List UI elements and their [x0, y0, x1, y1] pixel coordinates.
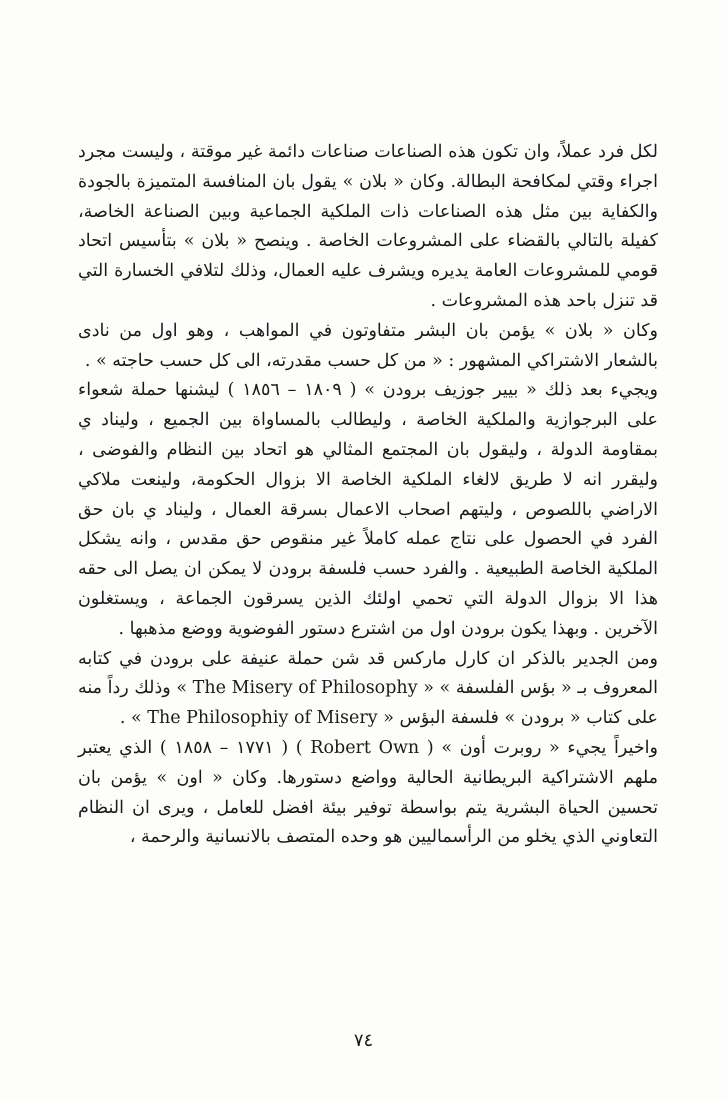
paragraph-4: ومن الجدير بالذكر ان كارل ماركس قد شن حملة عنيفة على برودن في كتابه المعروف بـ « بؤس الفلسفة » « The Misery of Philosophy » وذلك رداً منه على كتاب « برودن » فلسفة البؤس « The Philosophiy of Misery » .: [78, 648, 658, 729]
page-number: ٧٤: [353, 1030, 374, 1051]
paragraph-1: لكل فرد عملاً، وان تكون هذه الصناعات صناعات دائمة غير موقتة ، وليست مجرد اجراء وقتي لمكافحة البطالة. وكان « بلان » يقول بان المنافسة المتميزة بالجودة والكفاية بين مثل هذه الصناعات ذات الملكية الجماعية وبين الصناعة الخاصة، كفيلة بالتالي بالقضاء على المشروعات الخاصة . وينصح « بلان » بتأسيس اتحاد قومي للمشروعات العامة يديره ويشرف عليه العمال، وذلك لتلافي الخسارة التي قد تنزل باحد هذه المشروعات .: [78, 142, 658, 311]
paragraph-3: ويجيء بعد ذلك « بيير جوزيف برودن » ( ١٨٠٩ – ١٨٥٦ ) ليشنها حملة شعواء على البرجوازية والملكية الخاصة ، وليطالب بالمساواة بين الجميع ، وليناد ي بمقاومة الدولة ، وليقول بان المجتمع المثالي هو اتحاد بين النظام والفوضى ، وليقرر انه لا طريق لالغاء الملكية الخاصة الا بزوال الحكومة، ولينعت ملاكي الاراضي باللصوص ، وليتهم اصحاب الاعمال بسرقة العمال ، وليناد ي بان حق الفرد في الحصول على نتاج عمله كاملاً غير منقوص حق مقدس ، وانه يشكل الملكية الخاصة الطبيعية . والفرد حسب فلسفة برودن لا يمكن ان يصل الى حقه هذا الا بزوال الدولة التي تحمي اولئك الذين يسرقون الجماعة ، ويستغلون الآخرين . وبهذا يكون برودن اول من اشترع دستور الفوضوية ووضع مذهبها .: [78, 380, 658, 639]
body-text: [78, 138, 658, 853]
paragraph-5: واخيراً يجيء « روبرت أون » ( Robert Own ) ( ١٧٧١ – ١٨٥٨ ) الذي يعتبر ملهم الاشتراكية البريطانية الحالية وواضع دستورها. وكان « اون » يؤمن بان تحسين الحياة البشرية يتم بواسطة توفير بيئة افضل للعامل ، ويرى ان النظام التعاوني الذي يخلو من الرأسماليين هو وحده المتصف بالانسانية والرحمة ،: [78, 737, 658, 848]
paragraph-2: وكان « بلان » يؤمن بان البشر متفاوتون في المواهب ، وهو اول من نادى بالشعار الاشتراكي المشهور : « من كل حسب مقدرته، الى كل حسب حاجته » .: [78, 320, 658, 371]
